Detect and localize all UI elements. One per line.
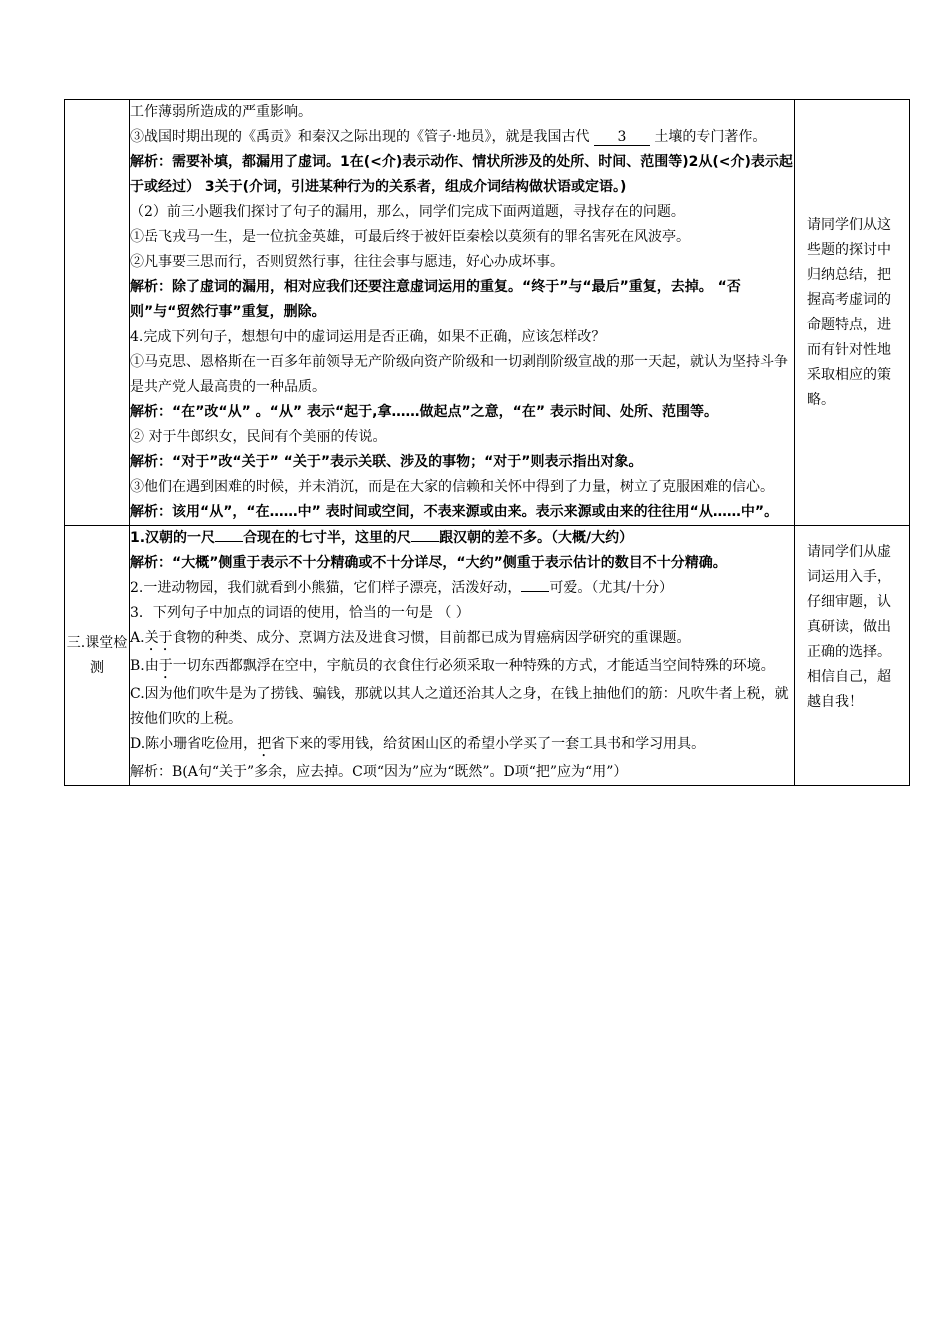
answer-blank bbox=[215, 527, 243, 542]
text-line: ①岳飞戎马一生，是一位抗金英雄，可最后终于被奸臣秦桧以莫须有的罪名害死在风波亭。 bbox=[130, 229, 690, 245]
text-line: ①马克思、恩格斯在一百多年前领导无产阶级向资产阶级和一切剥削阶级宣战的那一天起，就认为坚持斗争是共产党人最高贵的一种品质。 bbox=[130, 354, 788, 395]
text-line: 4.完成下列句子，想想句中的虚词运用是否正确，如果不正确，应该怎样改？ bbox=[130, 329, 606, 345]
analysis-line: 解析：该用“从”，“在……中” 表时间或空间，不表来源或由来。表示来源或由来的往往用“从……中”。 bbox=[130, 504, 779, 520]
section-label-cell bbox=[65, 100, 130, 526]
content-cell bbox=[130, 526, 795, 786]
section-label: 三.课堂检测 bbox=[66, 634, 128, 676]
lesson-table bbox=[64, 99, 910, 786]
teacher-note-cell bbox=[795, 100, 910, 526]
analysis-line: 解析：“在”改“从” 。“从” 表示“起于,拿……做起点”之意，“在” 表示时间、处所、范围等。 bbox=[130, 404, 718, 420]
text-line: ③他们在遇到困难的时候，并未消沉，而是在大家的信赖和关怀中得到了力量，树立了克服困难的信心。 bbox=[130, 479, 774, 495]
analysis-line: 解析：“大概”侧重于表示不十分精确或不十分详尽，“大约”侧重于表示估计的数目不十分精确。 bbox=[130, 555, 727, 571]
option-d: D.陈小珊省吃俭用，把省下来的零用钱，给贫困山区的希望小学买了一套工具书和学习用具。 bbox=[130, 736, 706, 752]
option-a: A.关于食物的种类、成分、烹调方法及进食习惯，目前都已成为胃癌病因学研究的重课题。 bbox=[130, 630, 691, 646]
analysis-line: 解析：“对于”改“关于” “关于”表示关联、涉及的事物；“对于”则表示指出对象。 bbox=[130, 454, 643, 470]
question-line: 2.一进动物园，我们就看到小熊猫，它们样子漂亮，活泼好动， 可爱。（尤其/十分） bbox=[130, 576, 794, 601]
text-line: ③战国时期出现的《禹贡》和秦汉之际出现的《管子·地员》，就是我国古代 3 土壤的专门著作。 bbox=[130, 129, 767, 145]
text-line: 工作薄弱所造成的严重影响。 bbox=[130, 104, 312, 120]
dotted-word: 于 bbox=[158, 658, 173, 674]
content-cell bbox=[130, 100, 795, 526]
analysis-line: 解析：除了虚词的漏用，相对应我们还要注意虚词运用的重复。“终于”与“最后”重复，去掉。 “否则”与“贸然行事”重复，删除。 bbox=[130, 279, 741, 320]
dotted-word: 把 bbox=[257, 736, 272, 752]
dotted-word: 关于 bbox=[144, 630, 173, 646]
answer-blank bbox=[521, 577, 549, 592]
section-label-cell bbox=[65, 526, 130, 786]
question-line: 1.汉朝的一尺 合现在的七寸半，这里的尺 跟汉朝的差不多。（大概/大约） bbox=[130, 526, 794, 551]
answer-blank bbox=[411, 527, 439, 542]
analysis-line: 解析：需要补填，都漏用了虚词。1在(<介)表示动作、情状所涉及的处所、时间、范围等)2从(<介)表示起于或经过） 3关于(介词，引进某种行为的关系者，组成介词结构做状语或定语。) bbox=[130, 154, 793, 195]
text-line: ② 对于牛郎织女，民间有个美丽的传说。 bbox=[130, 429, 387, 445]
table-row bbox=[65, 526, 910, 786]
analysis-line: 解析：B(A句“关于”多余，应去掉。C项“因为”应为“既然”。D项“把”应为“用”） bbox=[130, 764, 628, 780]
option-b: B.由于一切东西都飘浮在空中，宇航员的衣食住行必须采取一种特殊的方式，才能适当空间特殊的环境。 bbox=[130, 658, 775, 674]
text-line: ②凡事要三思而行，否则贸然行事，往往会事与愿违，好心办成坏事。 bbox=[130, 254, 564, 270]
table-row bbox=[65, 100, 910, 526]
text-line: （2）前三小题我们探讨了句子的漏用，那么，同学们完成下面两道题，寻找存在的问题。 bbox=[130, 204, 685, 220]
teacher-note-cell bbox=[795, 526, 910, 786]
question-line: 3．下列句子中加点的词语的使用，恰当的一句是 （ ） bbox=[130, 605, 470, 621]
option-c: C.因为他们吹牛是为了捞钱、骗钱，那就以其人之道还治其人之身，在钱上抽他们的筋：凡吹牛者上税，就按他们吹的上税。 bbox=[130, 686, 789, 727]
teacher-note: 请同学们从这些题的探讨中归纳总结，把握高考虚词的命题特点，进而有针对性地采取相应的策略。 bbox=[807, 216, 891, 408]
teacher-note: 请同学们从虚词运用入手，仔细审题，认真研读，做出正确的选择。相信自己，超越自我！ bbox=[807, 544, 891, 710]
answer-blank: 3 bbox=[594, 129, 650, 146]
